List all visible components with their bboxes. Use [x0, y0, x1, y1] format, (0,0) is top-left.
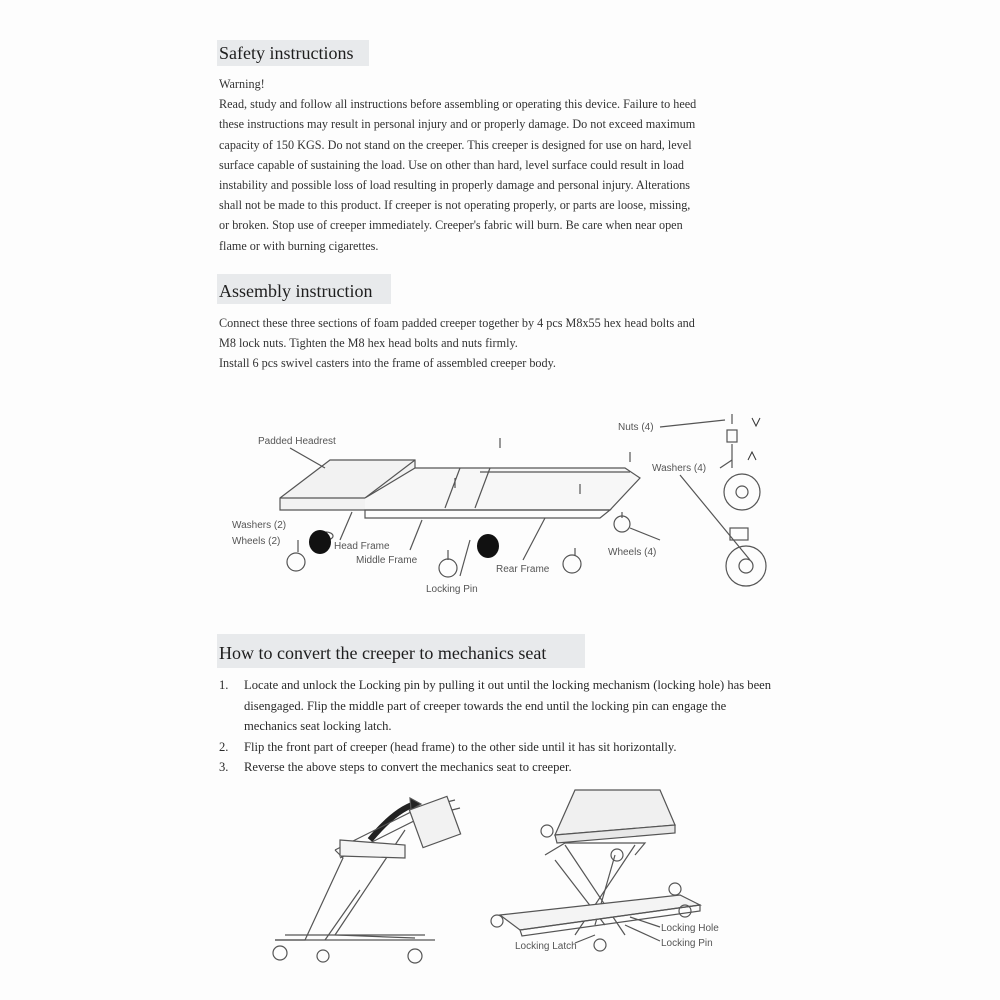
conversion-flip-diagram: [265, 790, 485, 970]
label-padded-headrest: Padded Headrest: [258, 436, 336, 447]
safety-heading: Safety instructions: [219, 43, 354, 63]
safety-line: capacity of 150 KGS. Do not stand on the creeper. This creeper is designed for use on hard, level: [219, 137, 692, 152]
safety-line: these instructions may result in personal injury and or properly damage. Do not exceed maximum: [219, 117, 696, 132]
label-nuts-4: Nuts (4): [618, 422, 654, 433]
step-number: 3.: [219, 760, 229, 774]
step-number: 1.: [219, 678, 229, 692]
step-text: Flip the front part of creeper (head frame) to the other side until it has sit horizontally.: [244, 739, 677, 754]
label-rear-frame: Rear Frame: [496, 564, 550, 575]
step-text: Locate and unlock the Locking pin by pulling it out until the locking mechanism (locking hole) has been disengaged. Flip the middle part of creeper towards the end until the locking pin can engage the mechanics seat locking latch.: [244, 678, 772, 733]
creeper-assembly-diagram: [220, 400, 820, 600]
assembly-line: M8 lock nuts. Tighten the M8 hex head bolts and nuts firmly.: [219, 336, 518, 351]
label-wheels-4: Wheels (4): [608, 547, 657, 558]
label-locking-hole: Locking Hole: [661, 923, 719, 934]
arrow-up-icon: [748, 452, 756, 460]
convert-step: [219, 737, 779, 758]
convert-heading: How to convert the creeper to mechanics seat: [219, 643, 547, 663]
caster-middle: [439, 550, 457, 577]
caster-rear-right: [614, 512, 630, 532]
assembly-line: Install 6 pcs swivel casters into the frame of assembled creeper body.: [219, 356, 556, 371]
label-washers-4: Washers (4): [652, 463, 707, 474]
wheel-icon: [611, 849, 623, 861]
exploded-caster-top: [724, 474, 760, 510]
assembly-heading: Assembly instruction: [219, 281, 373, 301]
convert-step: [219, 757, 779, 778]
wheel-icon: [594, 939, 606, 951]
label-locking-latch: Locking Latch: [515, 941, 577, 952]
safety-line: surface capable of sustaining the load. Use on other than hard, level surface could result in load: [219, 157, 684, 172]
wheel-icon: [541, 825, 553, 837]
step-number: 2.: [219, 739, 229, 754]
label-locking-pin: Locking Pin: [426, 584, 478, 595]
flip-arrow-icon: [370, 804, 415, 840]
safety-line: flame or with burning cigarettes.: [219, 238, 379, 253]
creeper-frame-shape: [365, 468, 640, 510]
safety-text: [219, 74, 779, 256]
caster-left-front: [287, 540, 305, 571]
convert-step: [219, 675, 779, 737]
label-wheels-2: Wheels (2): [232, 536, 281, 547]
safety-line: shall not be made to this product. If creeper is not operating properly, or parts are loose, missing,: [219, 198, 691, 213]
wheel-icon: [477, 534, 499, 558]
caster-rear-left: [563, 548, 581, 573]
label-locking-pin: Locking Pin: [661, 938, 713, 949]
label-washers-2: Washers (2): [232, 520, 287, 531]
exploded-caster-bottom: [726, 528, 766, 586]
wheel-icon: [309, 530, 331, 554]
mechanics-seat-diagram: [485, 785, 725, 965]
arrow-down-icon: [752, 418, 760, 426]
step-text: Reverse the above steps to convert the mechanics seat to creeper.: [244, 760, 572, 774]
assembly-text: [219, 313, 779, 374]
label-middle-frame: Middle Frame: [356, 555, 418, 566]
wheel-icon: [491, 915, 503, 927]
safety-warning: Warning!: [219, 77, 265, 91]
assembly-line: Connect these three sections of foam padded creeper together by 4 pcs M8x55 hex head bolts and: [219, 316, 695, 330]
convert-steps: [219, 675, 779, 778]
safety-line: Read, study and follow all instructions before assembling or operating this device. Failure to heed: [219, 97, 697, 112]
wheel-icon: [669, 883, 681, 895]
wheel-icon: [273, 946, 287, 960]
safety-line: instability and possible loss of load resulting in properly damage and personal injury. Alterations: [219, 178, 691, 193]
wheel-icon: [408, 949, 422, 963]
label-head-frame: Head Frame: [334, 541, 390, 552]
safety-line: or broken. Stop use of creeper immediately. Creeper's fabric will burn. Be care when near open: [219, 218, 683, 233]
wheel-icon: [317, 950, 329, 962]
